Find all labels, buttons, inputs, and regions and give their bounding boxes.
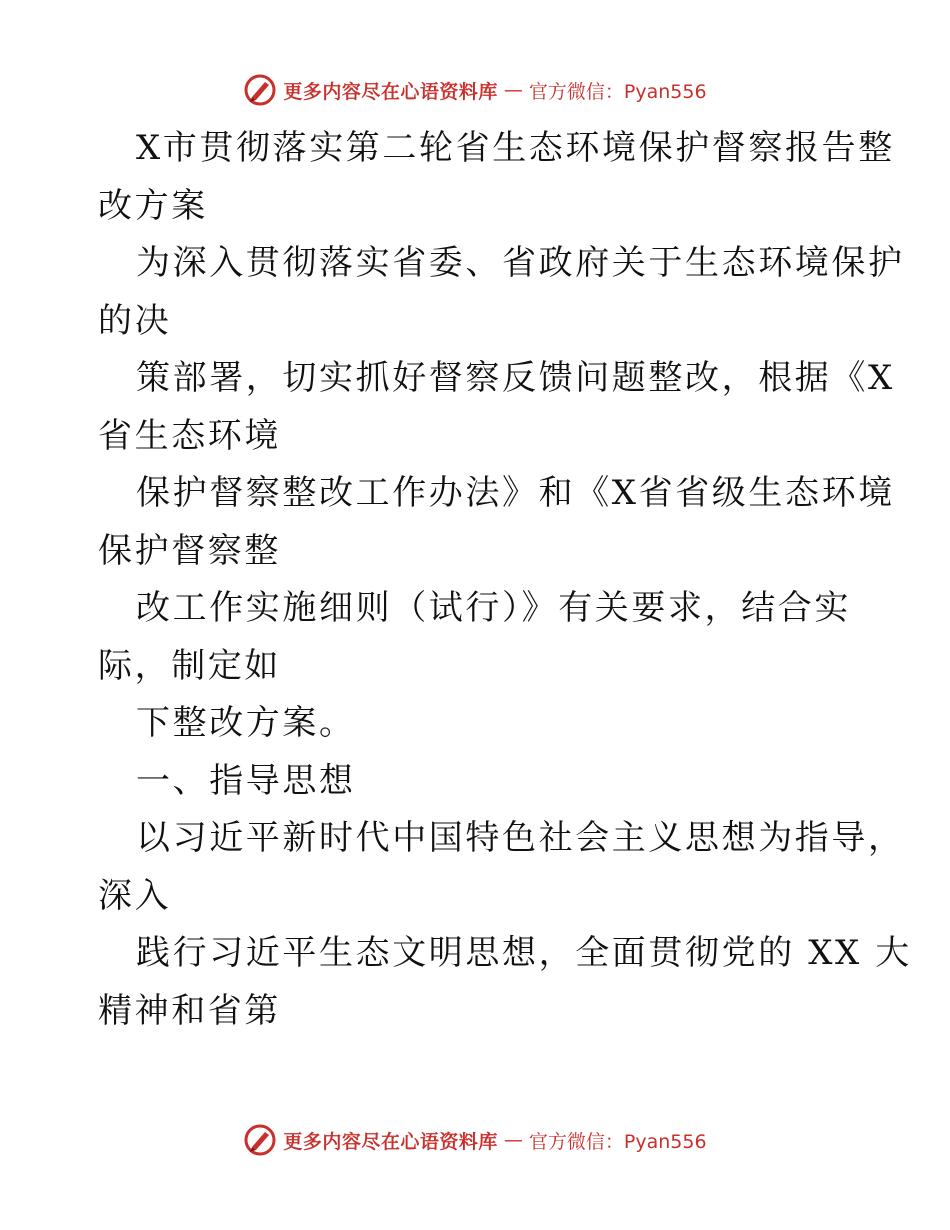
document-line: 精神和省第: [98, 990, 281, 1031]
header-banner-separator: —: [503, 79, 523, 101]
document-line: 下整改方案。: [136, 703, 356, 743]
document-line: 改方案: [98, 185, 208, 226]
footer-banner-wechat: 官方微信：Pyan556: [528, 1130, 707, 1153]
document-line: 践行习近平生态文明思想，全面贯彻党的 XX 大: [136, 933, 912, 973]
red-pen-logo-icon: [243, 1123, 277, 1157]
document-line: 以习近平新时代中国特色社会主义思想为指导，: [136, 818, 905, 858]
document-line: 省生态环境: [98, 415, 281, 456]
document-line: 改工作实施细则（试行）》有关要求，结合实: [136, 588, 851, 628]
document-line: 保护督察整: [98, 530, 281, 571]
document-line: 保护督察整改工作办法》和《X省省级生态环境: [136, 473, 895, 513]
header-banner: [0, 70, 950, 110]
header-banner-wechat: 官方微信：Pyan556: [528, 80, 707, 103]
document-line: 为深入贯彻落实省委、省政府关于生态环境保护: [136, 243, 905, 283]
document-line: 深入: [98, 875, 172, 916]
red-pen-logo-icon: [243, 73, 277, 107]
document-line: X市贯彻落实第二轮省生态环境保护督察报告整: [136, 128, 895, 168]
document-line: 的决: [98, 300, 172, 341]
document-line: 策部署，切实抓好督察反馈问题整改，根据《X: [136, 358, 895, 398]
footer-banner-separator: —: [503, 1129, 523, 1151]
footer-banner: [0, 1120, 950, 1160]
document-line: 一、指导思想: [136, 760, 356, 801]
header-banner-text: 更多内容尽在心语资料库: [283, 80, 498, 103]
document-body: [98, 120, 912, 1040]
footer-banner-text: 更多内容尽在心语资料库: [283, 1130, 498, 1153]
document-line: 际，制定如: [98, 645, 281, 686]
